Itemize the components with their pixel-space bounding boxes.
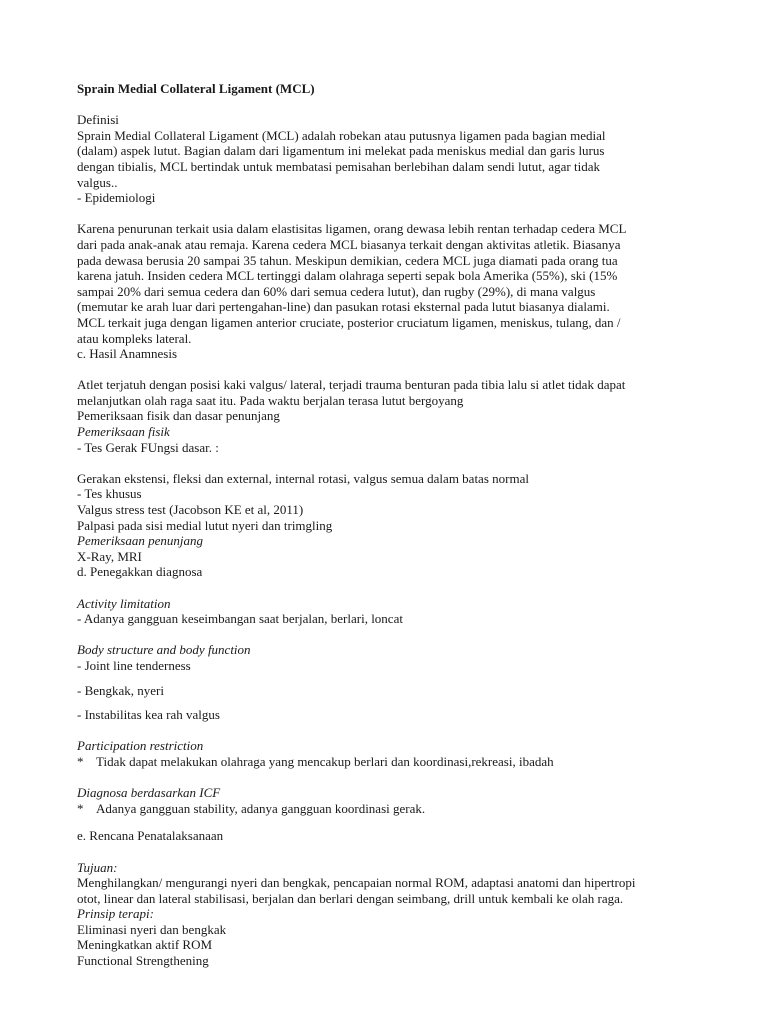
tes-gerak: - Tes Gerak FUngsi dasar. : <box>77 439 219 455</box>
activity-limitation-label: Activity limitation <box>77 595 171 611</box>
epidemiologi-line: atau kompleks lateral. <box>77 330 192 346</box>
tujuan-line: otot, linear dan lateral stabilisasi, berjalan dan berlari dengan seimbang, drill untuk kembali ke olah raga. <box>77 890 624 906</box>
body-structure-item: - Joint line tenderness <box>77 657 191 673</box>
icf-item <box>77 801 737 817</box>
participation-text: Tidak dapat melakukan olahraga yang mencakup berlari dan koordinasi,rekreasi, ibadah <box>96 753 554 769</box>
anamnesis-line: Atlet terjatuh dengan posisi kaki valgus/ lateral, terjadi trauma benturan pada tibia lalu si atlet tidak dapat <box>77 377 626 393</box>
icf-diagnosis-label: Diagnosa berdasarkan ICF <box>77 785 221 801</box>
body-structure-label: Body structure and body function <box>77 642 251 658</box>
prinsip-item: Eliminasi nyeri dan bengkak <box>77 921 227 937</box>
body-structure-item: - Bengkak, nyeri <box>77 682 165 698</box>
pemeriksaan-penunjang-label: Pemeriksaan penunjang <box>77 533 204 549</box>
epidemiologi-line: dari pada anak-anak atau remaja. Karena cedera MCL biasanya terkait dengan aktivitas atletik. Biasanya <box>77 236 621 252</box>
asterisk-bullet: * <box>77 753 84 769</box>
definisi-heading: Definisi <box>77 112 119 128</box>
penunjang-line: X-Ray, MRI <box>77 548 142 564</box>
prinsip-item: Meningkatkan aktif ROM <box>77 937 213 953</box>
participation-item <box>77 754 737 770</box>
diagnosa-heading: d. Penegakkan diagnosa <box>77 564 203 580</box>
pemeriksaan-fisik-label: Pemeriksaan fisik <box>77 424 170 440</box>
document-body <box>77 81 737 969</box>
tujuan-line: Menghilangkan/ mengurangi nyeri dan bengkak, pencapaian normal ROM, adaptasi anatomi dan hipertropi <box>77 875 636 891</box>
gerakan-line: Gerakan ekstensi, fleksi dan external, internal rotasi, valgus semua dalam batas normal <box>77 470 529 486</box>
epidemiologi-line: pada dewasa berusia 20 sampai 35 tahun. Meskipun demikian, cedera MCL juga diamati pada orang tua <box>77 252 618 268</box>
icf-text: Adanya gangguan stability, adanya gangguan koordinasi gerak. <box>96 800 426 816</box>
anamnesis-line: melanjutkan olah raga saat itu. Pada waktu berjalan terasa lutut bergoyang <box>77 392 464 408</box>
epidemiologi-line: MCL terkait juga dengan ligamen anterior cruciate, posterior cruciatum ligamen, meniskus, tulang, dan / <box>77 314 621 330</box>
participation-restriction-label: Participation restriction <box>77 738 204 754</box>
epidemiologi-line: (memutar ke arah luar dari pertengahan-line) dan pasukan rotasi eksternal pada lutut biasanya dialami. <box>77 299 610 315</box>
activity-limitation-item: - Adanya gangguan keseimbangan saat berjalan, berlari, loncat <box>77 611 403 627</box>
epidemiologi-line: Karena penurunan terkait usia dalam elastisitas ligamen, orang dewasa lebih rentan terhadap cedera MCL <box>77 221 627 237</box>
pemeriksaan-heading: Pemeriksaan fisik dan dasar penunjang <box>77 408 280 424</box>
prinsip-terapi-label: Prinsip terapi: <box>77 906 154 922</box>
asterisk-bullet: * <box>77 800 84 816</box>
valgus-stress-test: Valgus stress test (Jacobson KE et al, 2011) <box>77 502 304 518</box>
definisi-line: dengan tibialis, MCL bertindak untuk membatasi pemisahan berlebihan dalam sendi lutut, agar tidak <box>77 158 600 174</box>
definisi-line: valgus.. <box>77 174 118 190</box>
epidemiologi-line: karena jatuh. Insiden cedera MCL tertinggi dalam olahraga seperti sepak bola Amerika (55%), ski (15% <box>77 268 618 284</box>
tujuan-label: Tujuan: <box>77 859 118 875</box>
anamnesis-heading: c. Hasil Anamnesis <box>77 346 178 362</box>
rencana-heading: e. Rencana Penatalaksanaan <box>77 828 224 844</box>
definisi-line: (dalam) aspek lutut. Bagian dalam dari ligamentum ini melekat pada meniskus medial dan garis lurus <box>77 143 605 159</box>
tes-khusus: - Tes khusus <box>77 486 142 502</box>
body-structure-item: - Instabilitas kea rah valgus <box>77 707 220 723</box>
epidemiologi-line: sampai 20% dari semua cedera dan 60% dari semua cedera lutut), dan rugby (29%), di mana valgus <box>77 283 596 299</box>
epidemiologi-heading: - Epidemiologi <box>77 190 156 206</box>
definisi-line: Sprain Medial Collateral Ligament (MCL) adalah robekan atau putusnya ligamen pada bagian medial <box>77 127 606 143</box>
prinsip-item: Functional Strengthening <box>77 953 209 969</box>
palpasi-line: Palpasi pada sisi medial lutut nyeri dan trimgling <box>77 517 333 533</box>
document-title: Sprain Medial Collateral Ligament (MCL) <box>77 81 315 96</box>
